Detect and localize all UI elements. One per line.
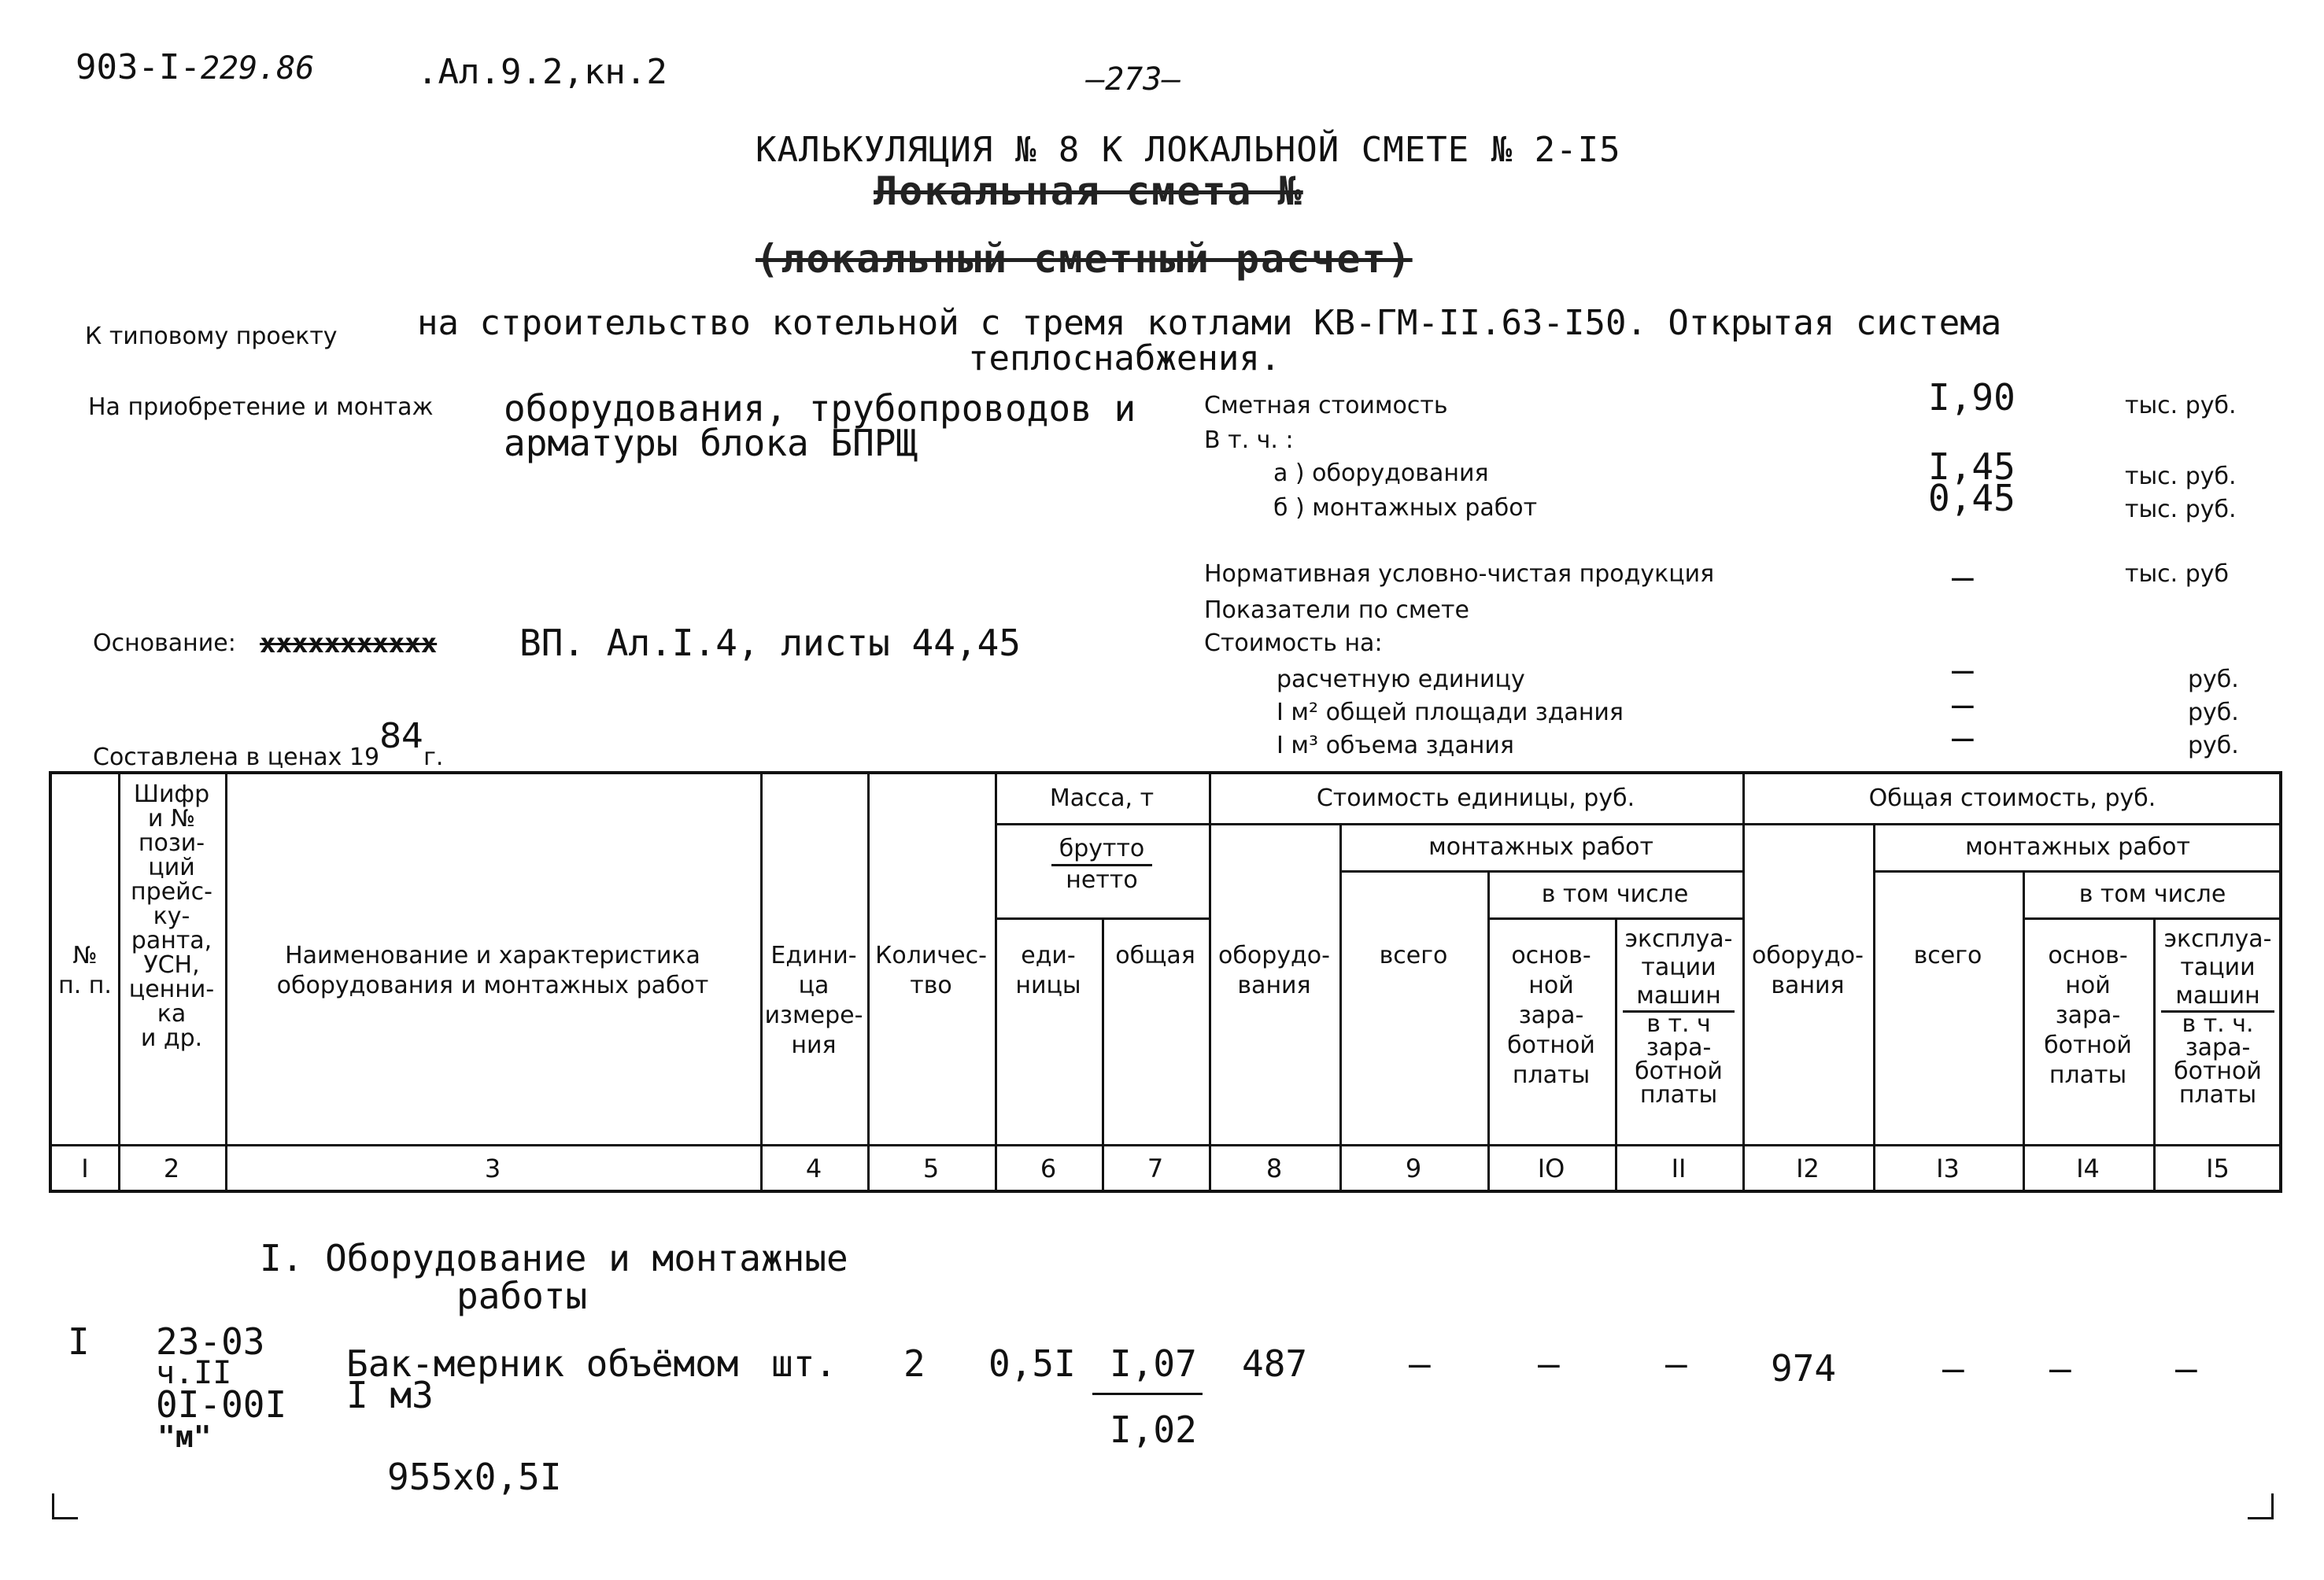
col-code-header: Шифр и № пози- ций прейс- ку- ранта, УСН, ценни- ка и др. (128, 781, 215, 1052)
estimate-label: Сметная стоимость (1204, 392, 1448, 419)
col-unit-install-total-header: всего (1379, 942, 1448, 969)
col-unit-salary-header: основ- ной зара- ботной платы (1507, 942, 1595, 1089)
row-code-line3: 0I-00I (156, 1383, 287, 1426)
col-num-8: 8 (1265, 1154, 1283, 1183)
row-mass-unit: 0,5I (988, 1342, 1076, 1385)
estimate-unit: тыс. руб. (2125, 392, 2237, 419)
row-code-line2: ч.II (156, 1355, 232, 1391)
including-label: В т. ч. : (1204, 426, 1294, 454)
equipment-unit: тыс. руб. (2125, 463, 2237, 490)
project-text-line1: на строительство котельной с тремя котлами КВ-ГМ-II.63-I50. Открытая система (417, 303, 2002, 343)
equipment-label: а ) оборудования (1273, 460, 1489, 487)
row-name-line2: I м3 (346, 1374, 434, 1416)
prices-year: 84 (379, 716, 424, 756)
col-num-12: I2 (1796, 1154, 1820, 1183)
col-total-machines-header: эксплуа- тации машин в т. ч. зара- ботной платы (2153, 925, 2282, 1107)
struck-title-line2: (локальный сметный расчет) (756, 236, 1413, 282)
total-install-header: монтажных работ (1965, 833, 2190, 861)
cost-on-label: Стоимость на: (1204, 629, 1383, 657)
row-code-line4: "м" (157, 1419, 212, 1454)
corner-mark-left (52, 1493, 78, 1519)
calculation-title: КАЛЬКУЛЯЦИЯ № 8 К ЛОКАЛЬНОЙ СМЕТЕ № 2-I5 (756, 130, 1621, 170)
section-title-line2: работы (456, 1275, 588, 1317)
per-m2-unit: руб. (2188, 699, 2239, 726)
row-total-install-machines: – (2175, 1347, 2197, 1390)
purpose-text-line1: оборудования, трубопроводов и (504, 387, 1136, 430)
unit-incl-header: в том числе (1541, 880, 1689, 908)
corner-mark-right (2248, 1493, 2274, 1519)
per-m2-label: I м² общей площади здания (1277, 699, 1624, 726)
unit-install-header: монтажных работ (1428, 833, 1653, 861)
row-mass-netto: I,02 (1110, 1408, 1197, 1451)
col-num-15: I5 (2206, 1154, 2230, 1183)
row-mass-brutto: I,07 (1110, 1342, 1197, 1385)
col-num-11: II (1671, 1154, 1687, 1183)
row-unit: шт. (771, 1342, 837, 1385)
col-num-10: IO (1537, 1154, 1565, 1183)
installation-label: б ) монтажных работ (1273, 494, 1538, 522)
row-total-install-salary: – (2049, 1347, 2071, 1390)
col-num-5: 5 (922, 1154, 940, 1183)
installation-unit: тыс. руб. (2125, 496, 2237, 523)
col-num-9: 9 (1405, 1154, 1422, 1183)
struck-title-line1: Локальная смета № (874, 168, 1303, 214)
per-m3-label: I м³ объема здания (1277, 732, 1514, 759)
basis-struck: xxxxxxxxxxx (260, 628, 438, 659)
total-incl-header: в том числе (2078, 880, 2226, 908)
album-reference: .Ал.9.2,кн.2 (417, 52, 667, 92)
col-num-14: I4 (2076, 1154, 2100, 1183)
row-number: I (68, 1320, 90, 1363)
project-text-line2: теплоснабжения. (968, 338, 1281, 378)
purpose-label: На приобретение и монтаж (88, 393, 434, 421)
page-number: —273— (1086, 61, 1181, 98)
indicators-label: Показатели по смете (1204, 596, 1469, 624)
purpose-text-line2: арматуры блока БПРЩ (504, 422, 918, 464)
project-label: К типовому проекту (85, 323, 338, 350)
normative-unit: тыс. руб (2125, 560, 2230, 588)
col-num-6: 6 (1040, 1154, 1057, 1183)
mass-brutto-header: брутто (995, 834, 1209, 866)
per-m2-value: – (1952, 683, 1974, 725)
estimate-table-header (49, 771, 2282, 1193)
mass-netto-header: нетто (1066, 866, 1138, 894)
normative-label: Нормативная условно-чистая продукция (1204, 560, 1715, 588)
row-code-line1: 23-03 (156, 1320, 265, 1363)
col-unit-header: Едини- ца измере- ния (764, 942, 863, 1059)
mass-header: Масса, т (1049, 784, 1155, 812)
row-total-equipment: 974 (1771, 1347, 1837, 1390)
col-total-equipment-header: оборудо- вания (1752, 942, 1864, 999)
basis-text: ВП. Ал.I.4, листы 44,45 (519, 622, 1021, 664)
col-unit-machines-header: эксплуа- тации машин в т. ч зара- ботной платы (1615, 925, 1742, 1107)
col-unit-equipment-header: оборудо- вания (1218, 942, 1330, 999)
unit-cost-header: Стоимость единицы, руб. (1316, 784, 1635, 812)
equipment-value: I,45 (1928, 445, 2015, 488)
row-qty: 2 (903, 1342, 926, 1385)
col-num-7: 7 (1147, 1154, 1164, 1183)
col-mass-total-header: общая (1115, 942, 1195, 969)
col-qty-header: Количес- тво (875, 942, 987, 999)
col-num-3: 3 (484, 1154, 501, 1183)
per-unit-label: расчетную единицу (1277, 666, 1525, 693)
col-mass-unit-header: еди- ницы (1015, 942, 1081, 999)
col-number-header: № п. п. (58, 942, 112, 999)
col-num-2: 2 (163, 1154, 180, 1183)
document-code: 903-I-229.86 (76, 47, 315, 87)
normative-value: – (1952, 556, 1974, 598)
installation-value: 0,45 (1928, 477, 2015, 519)
basis-label: Основание: (93, 629, 236, 657)
col-num-4: 4 (805, 1154, 822, 1183)
col-total-install-total-header: всего (1913, 942, 1982, 969)
per-m3-unit: руб. (2188, 732, 2239, 759)
estimate-value: I,90 (1928, 376, 2015, 419)
row-unit-install-total: – (1409, 1342, 1431, 1385)
per-unit-unit: руб. (2188, 666, 2239, 693)
col-total-salary-header: основ- ной зара- ботной платы (2044, 942, 2132, 1089)
row-total-install-total: – (1942, 1347, 1964, 1390)
per-unit-value: – (1952, 648, 1974, 691)
row-name-line1: Бак-мерник объёмом (346, 1342, 739, 1385)
col-num-1: I (81, 1154, 89, 1183)
row-unit-install-machines: – (1665, 1342, 1687, 1385)
row-unit-install-salary: – (1538, 1342, 1560, 1385)
row-unit-equipment: 487 (1242, 1342, 1308, 1385)
col-name-header: Наименование и характеристика оборудования и монтажных работ (276, 942, 709, 999)
section-title-line1: I. Оборудование и монтажные (260, 1237, 848, 1279)
prices-label: Составлена в ценах 1984г. (93, 716, 444, 771)
total-cost-header: Общая стоимость, руб. (1868, 784, 2156, 812)
row-calculation: 955x0,5I (387, 1456, 562, 1498)
per-m3-value: – (1952, 716, 1974, 759)
col-num-13: I3 (1936, 1154, 1960, 1183)
mass-fraction-line (1092, 1393, 1203, 1395)
